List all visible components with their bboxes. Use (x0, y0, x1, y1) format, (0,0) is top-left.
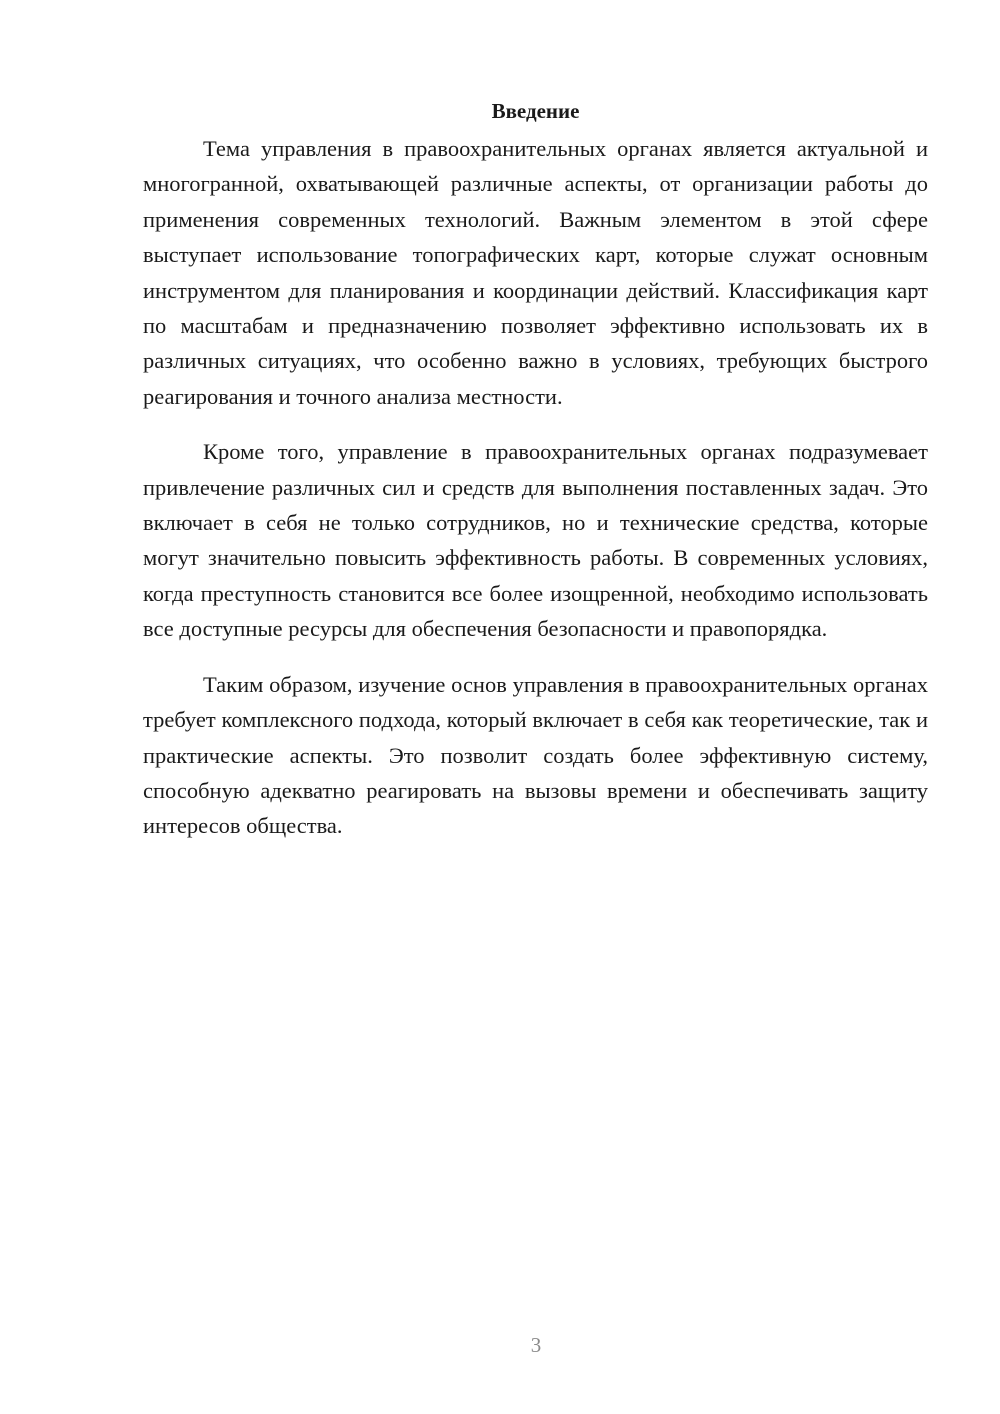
paragraph-1: Тема управления в правоохранительных органах является актуальной и многогранной, охватывающей различные аспекты, от организации работы до применения современных технологий. Важным элементом в этой сфере выступает использование топографических карт, которые служат основным инструментом для планирования и координации действий. Классификация карт по масштабам и предназначению позволяет эффективно использовать их в различных ситуациях, что особенно важно в условиях, требующих быстрого реагирования и точного анализа местности. (143, 136, 928, 409)
paragraph-3: Таким образом, изучение основ управления в правоохранительных органах требует комплексного подхода, который включает в себя как теоретические, так и практические аспекты. Это позволит создать более эффективную систему, способную адекватно реагировать на вызовы времени и обеспечивать защиту интересов общества. (143, 671, 928, 839)
section-heading: Введение (491, 99, 580, 123)
page-number: 3 (530, 1333, 542, 1357)
page-content (143, 95, 928, 864)
paragraph-2: Кроме того, управление в правоохранительных органах подразумевает привлечение различных сил и средств для выполнения поставленных задач. Это включает в себя не только сотрудников, но и технические средства, которые могут значительно повысить эффективность работы. В современных условиях, когда преступность становится все более изощренной, необходимо использовать все доступные ресурсы для обеспечения безопасности и правопорядка. (143, 439, 928, 642)
